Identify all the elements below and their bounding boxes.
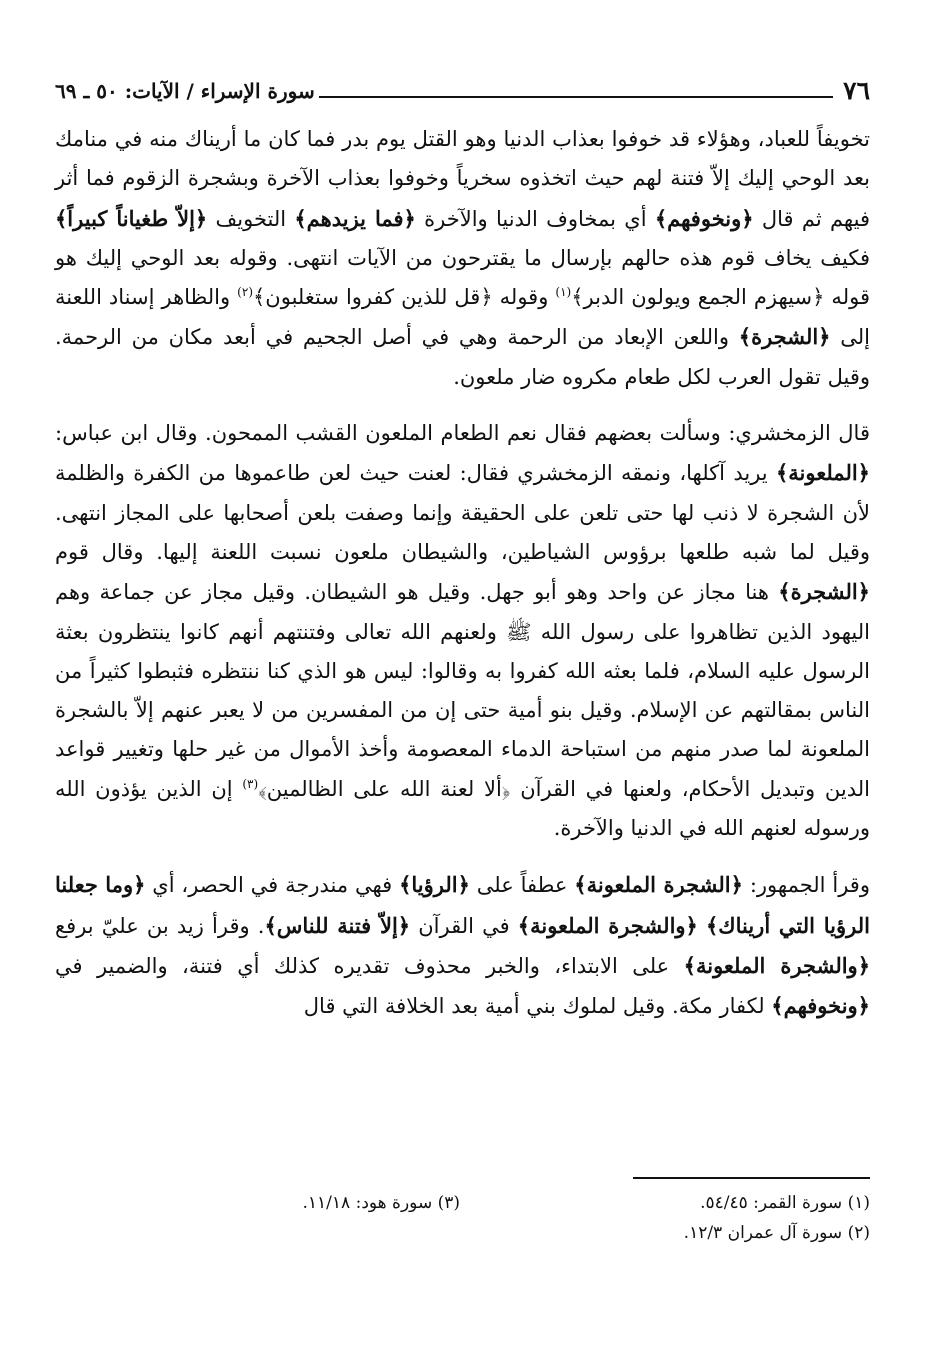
text-run: ﴿ألا لعنة الله على الظالمين﴾ <box>258 776 511 801</box>
text-run: لكفار مكة. وقيل لملوك بني أمية بعد الخلافة التي قال <box>303 994 772 1019</box>
text-run: قال الزمخشري: وسألت بعضهم فقال نعم الطعام الملعون القشب الممحون. وقال ابن عباس: <box>55 421 870 446</box>
footnote-rule <box>633 1177 870 1179</box>
text-run: عطفاً على <box>469 873 575 898</box>
text-run: فهي مندرجة في الحصر، أي <box>145 873 400 898</box>
page-number: ٧٦ <box>843 76 870 105</box>
paragraph <box>55 120 870 397</box>
quran-quote: ﴿إلاّ فتنة للناس﴾ <box>264 912 411 938</box>
footnote-row <box>55 1188 870 1218</box>
text-run: ﴿قل للذين كفروا ستغلبون﴾ <box>253 285 493 310</box>
quran-quote: ﴿الشجرة﴾ <box>738 324 831 350</box>
paragraph <box>55 865 870 1026</box>
quran-quote: ﴿ونخوفهم﴾ <box>771 993 870 1019</box>
quran-quote: ﴿الشجرة الملعونة﴾ <box>574 872 743 898</box>
text-run: في القرآن <box>410 913 518 938</box>
quran-quote: ﴿فما يزيدهم﴾ <box>294 205 416 231</box>
quran-quote: ﴿والشجرة الملعونة﴾ <box>683 952 870 978</box>
text-run: ﴿سيهزم الجمع ويولون الدبر﴾ <box>571 285 825 310</box>
text-run: أي بمخاوف الدنيا والآخرة <box>415 206 655 231</box>
footnote-row <box>55 1218 870 1248</box>
footnote-3: (٣) سورة هود: ١١/١٨. <box>302 1193 460 1213</box>
footnote-1: (١) سورة القمر: ٥٤/٤٥. <box>700 1193 870 1213</box>
quran-quote: ﴿إلاّ طغياناً كبيراً﴾ <box>55 205 208 231</box>
text-run: . وقرأ زيد بن عليّ برفع <box>55 913 265 938</box>
quran-quote: ﴿وما جعلنا الرؤيا التي أريناك﴾ <box>55 872 870 938</box>
running-title: سورة الإسراء / الآيات: ٥٠ ـ ٦٩ <box>55 79 315 103</box>
text-run <box>698 914 706 938</box>
text-run: وقرأ الجمهور: <box>742 873 870 898</box>
footnote-2: (٢) سورة آل عمران ١٢/٣. <box>683 1223 870 1243</box>
body-text <box>55 120 870 1027</box>
footnote-ref: (١) <box>555 285 572 300</box>
text-run: والظاهر إسناد اللعنة إلى <box>55 285 870 350</box>
text-run: فكيف يخاف قوم هذه حالهم بإرسال ما يقترحون من الآيات انتهى. وقوله بعد الوحي إليك هو قوله <box>55 245 870 310</box>
text-run: يريد آكلها، ونمقه الزمخشري فقال: لعنت حيث لعن طاعموها من الكفرة والظلمة لأن الشجرة لا ذنب لها حتى تلعن على الحقيقة وإنما وصفت بلعن أصحابها على المجاز انتهى. وقيل لما شبه طلعها برؤوس الشياطين، والشيطان ملعون نسبت اللعنة إليها. وقال قوم <box>55 461 870 564</box>
text-run: واللعن الإبعاد من الرحمة وهي في أصل الجحيم في أبعد مكان من الرحمة. وقيل تقول العرب لكل طعام مكروه ضار ملعون. <box>55 325 870 389</box>
text-run: التخويف <box>207 206 295 231</box>
text-run: وقوله <box>492 285 556 310</box>
text-run: على الابتداء، والخبر محذوف تقديره كذلك أي فتنة، والضمير في <box>55 953 684 978</box>
quran-quote: ﴿الملعونة﴾ <box>775 460 870 486</box>
quran-quote: ﴿الشجرة﴾ <box>778 579 870 605</box>
text-run: إن الذين يؤذون الله ورسوله لعنهم الله في الدنيا والآخرة. <box>55 776 870 841</box>
quran-quote: ﴿والشجرة الملعونة﴾ <box>517 912 698 938</box>
header-rule <box>319 96 833 98</box>
page-header <box>55 70 870 106</box>
quran-quote: ﴿الرؤيا﴾ <box>399 872 470 898</box>
quran-quote: ﴿ونخوفهم﴾ <box>654 205 754 231</box>
footnotes <box>55 1188 870 1248</box>
text-run: هنا مجاز عن واحد وهو أبو جهل. وقيل هو الشيطان. وقيل مجاز عن جماعة وهم اليهود الذين تظاهروا على رسول الله ﷺ ولعنهم الله تعالى وفتنتهم أنهم كانوا ينتظرون بعثة الرسول عليه السلام، فلما بعثه الله كفروا به وقالوا: ليس هو الذي كنا ننتظره فثبطوا كثيراً من الناس بمقالتهم عن الإسلام. وقيل بنو أمية حتى إن من المفسرين من لا يعبر عنهم إلاّ بالشجرة الملعونة لما صدر منهم من استباحة الدماء المعصومة وأخذ الأموال من غير حلها وتغيير قواعد الدين وتبديل الأحكام، ولعنها في القرآن <box>55 580 870 801</box>
footnote-ref: (٢) <box>237 285 253 300</box>
footnote-ref: (٣) <box>242 776 259 791</box>
paragraph <box>55 414 870 848</box>
text-run: تخويفاً للعباد، وهؤلاء قد خوفوا بعذاب الدنيا وهو القتل يوم بدر فما كان ما أريناك منه في منامك بعد الوحي إليك إلاّ فتنة لهم حيث اتخذوه سخرياً وخوفوا بعذاب الآخرة وبشجرة الزقوم فما أثر فيهم ثم قال <box>55 127 870 231</box>
